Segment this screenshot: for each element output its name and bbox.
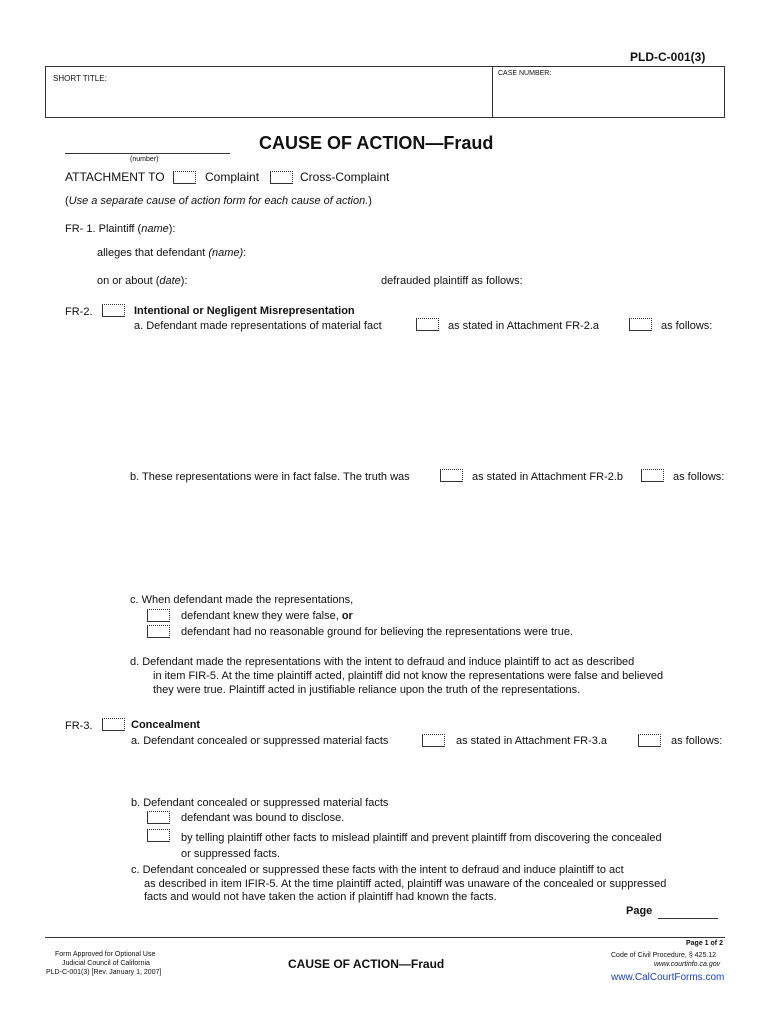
calcourtforms-link[interactable]: www.CalCourtForms.com	[611, 972, 725, 983]
footer-title: CAUSE OF ACTION—Fraud	[288, 957, 445, 971]
fr1-date-line	[97, 275, 188, 287]
fr1-defrauded: defrauded plaintiff as follows:	[381, 275, 523, 287]
fr2-a-attachment-checkbox[interactable]	[416, 318, 439, 331]
fr3-a-attachment-label: as stated in Attachment FR-3.a	[456, 735, 608, 747]
fr3-b-mislead-checkbox[interactable]	[147, 829, 170, 842]
case-number-label: CASE NUMBER:	[498, 70, 552, 77]
fr2-c-knew-text: defendant knew they were false,	[181, 610, 342, 622]
fr1-plaintiff-line	[65, 223, 175, 235]
fr2-label: FR-2.	[65, 306, 93, 318]
fr1-def-name: (name)	[208, 247, 244, 259]
instruction-close: )	[368, 195, 372, 207]
fr2-c-knew-label	[181, 610, 353, 622]
instruction	[65, 195, 372, 207]
footer-rule	[45, 937, 725, 938]
fr1-def-b: :	[243, 247, 247, 259]
footer-approved-1: Form Approved for Optional Use	[55, 951, 156, 958]
fr3-a-follows-checkbox[interactable]	[638, 734, 661, 747]
fr3-c-line1: c. Defendant concealed or suppressed these facts with the intent to defraud and induce plaintiff to act	[131, 864, 624, 876]
fr3-label: FR-3.	[65, 720, 93, 732]
page-number-field[interactable]	[658, 918, 718, 919]
number-line[interactable]	[65, 153, 230, 154]
fr2-c-knew-checkbox[interactable]	[147, 609, 170, 622]
form-number: PLD-C-001(3)	[630, 50, 706, 64]
fr3-heading: Concealment	[131, 719, 201, 731]
page-title: CAUSE OF ACTION—Fraud	[259, 133, 494, 153]
fr3-a-follows-label: as follows:	[671, 735, 723, 747]
fr2-b-text: b. These representations were in fact false. The truth was	[130, 471, 410, 483]
fr2-heading: Intentional or Negligent Misrepresentation	[134, 305, 355, 317]
footer-website[interactable]: www.courtinfo.ca.gov	[654, 961, 721, 968]
fr2-c-noground-checkbox[interactable]	[147, 625, 170, 638]
fr2-b-text-area[interactable]	[130, 489, 724, 589]
fr2-b-follows-label: as follows:	[673, 471, 725, 483]
fr2-d-line1: d. Defendant made the representations with the intent to defraud and induce plaintiff to act as described	[130, 656, 635, 668]
cross-complaint-checkbox[interactable]	[270, 171, 293, 184]
fr3-a-text-area[interactable]	[131, 752, 724, 794]
fr2-checkbox[interactable]	[102, 304, 125, 317]
short-title-label: SHORT TITLE:	[53, 74, 107, 83]
page-label: Page	[626, 905, 653, 917]
fr2-c-text: c. When defendant made the representations,	[130, 594, 354, 606]
date-field[interactable]	[195, 273, 375, 289]
fr1-text-b: ):	[168, 223, 176, 235]
fr1-date-b: ):	[180, 275, 188, 287]
fr3-checkbox[interactable]	[102, 718, 125, 731]
instruction-text: Use a separate cause of action form for each cause of action.	[68, 195, 369, 207]
fr1-date-word: date	[159, 275, 181, 287]
fr3-b-text: b. Defendant concealed or suppressed material facts	[131, 797, 389, 809]
case-number-field[interactable]	[494, 80, 722, 116]
number-label: (number)	[130, 156, 159, 163]
footer-approved-2: Judicial Council of California	[62, 960, 150, 967]
attachment-to-label: ATTACHMENT TO	[65, 170, 165, 184]
short-title-field[interactable]	[46, 84, 491, 116]
fr3-b-mislead-line2: or suppressed facts.	[181, 848, 281, 860]
fr2-a-text-area[interactable]	[134, 338, 724, 462]
defendant-name-field[interactable]	[255, 245, 715, 261]
fr2-a-follows-label: as follows:	[661, 320, 713, 332]
header-divider	[492, 66, 493, 117]
cross-complaint-label: Cross-Complaint	[300, 170, 390, 184]
fr3-b-mislead-line1: by telling plaintiff other facts to mislead plaintiff and prevent plaintiff from discovering the concealed	[181, 832, 662, 844]
footer-approved-3: PLD-C-001(3) [Rev. January 1, 2007]	[46, 969, 162, 976]
complaint-label: Complaint	[205, 170, 260, 184]
fr1-date-a: on or about (	[97, 275, 160, 287]
fr2-c-noground-label: defendant had no reasonable ground for believing the representations were true.	[181, 626, 573, 638]
footer-code: Code of Civil Procedure, § 425.12	[611, 952, 717, 959]
fr1-text-a: FR- 1. Plaintiff (	[65, 223, 142, 235]
fr3-a-text: a. Defendant concealed or suppressed material facts	[131, 735, 389, 747]
instruction-open: (	[65, 195, 69, 207]
fr2-d-line2: in item FIR-5. At the time plaintiff acted, plaintiff did not know the representations were false and believed	[153, 670, 664, 682]
fr2-b-attachment-label: as stated in Attachment FR-2.b	[472, 471, 624, 483]
fr1-def-a: alleges that defendant	[97, 247, 209, 259]
fr1-defendant-line	[97, 247, 246, 259]
fr3-b-disclose-label: defendant was bound to disclose.	[181, 812, 345, 824]
fr3-c-line2: as described in item IFIR-5. At the time plaintiff acted, plaintiff was unaware of the concealed or suppressed	[144, 878, 667, 890]
complaint-checkbox[interactable]	[173, 171, 196, 184]
fr3-b-disclose-checkbox[interactable]	[147, 811, 170, 824]
fr2-b-follows-checkbox[interactable]	[641, 469, 664, 482]
fr2-c-or: or	[341, 610, 353, 622]
fr3-a-attachment-checkbox[interactable]	[422, 734, 445, 747]
fr2-a-attachment-label: as stated in Attachment FR-2.a	[448, 320, 600, 332]
fr1-name-word: name	[141, 223, 169, 235]
fr3-c-line3: facts and would not have taken the action if plaintiff had known the facts.	[144, 891, 497, 903]
fr2-b-attachment-checkbox[interactable]	[440, 469, 463, 482]
plaintiff-name-field[interactable]	[185, 221, 715, 237]
fr2-a-follows-checkbox[interactable]	[629, 318, 652, 331]
fr2-d-line3: they were true. Plaintiff acted in justifiable reliance upon the truth of the representations.	[153, 684, 581, 696]
fr2-a-text: a. Defendant made representations of material fact	[134, 320, 382, 332]
footer-page-of: Page 1 of 2	[686, 940, 723, 947]
